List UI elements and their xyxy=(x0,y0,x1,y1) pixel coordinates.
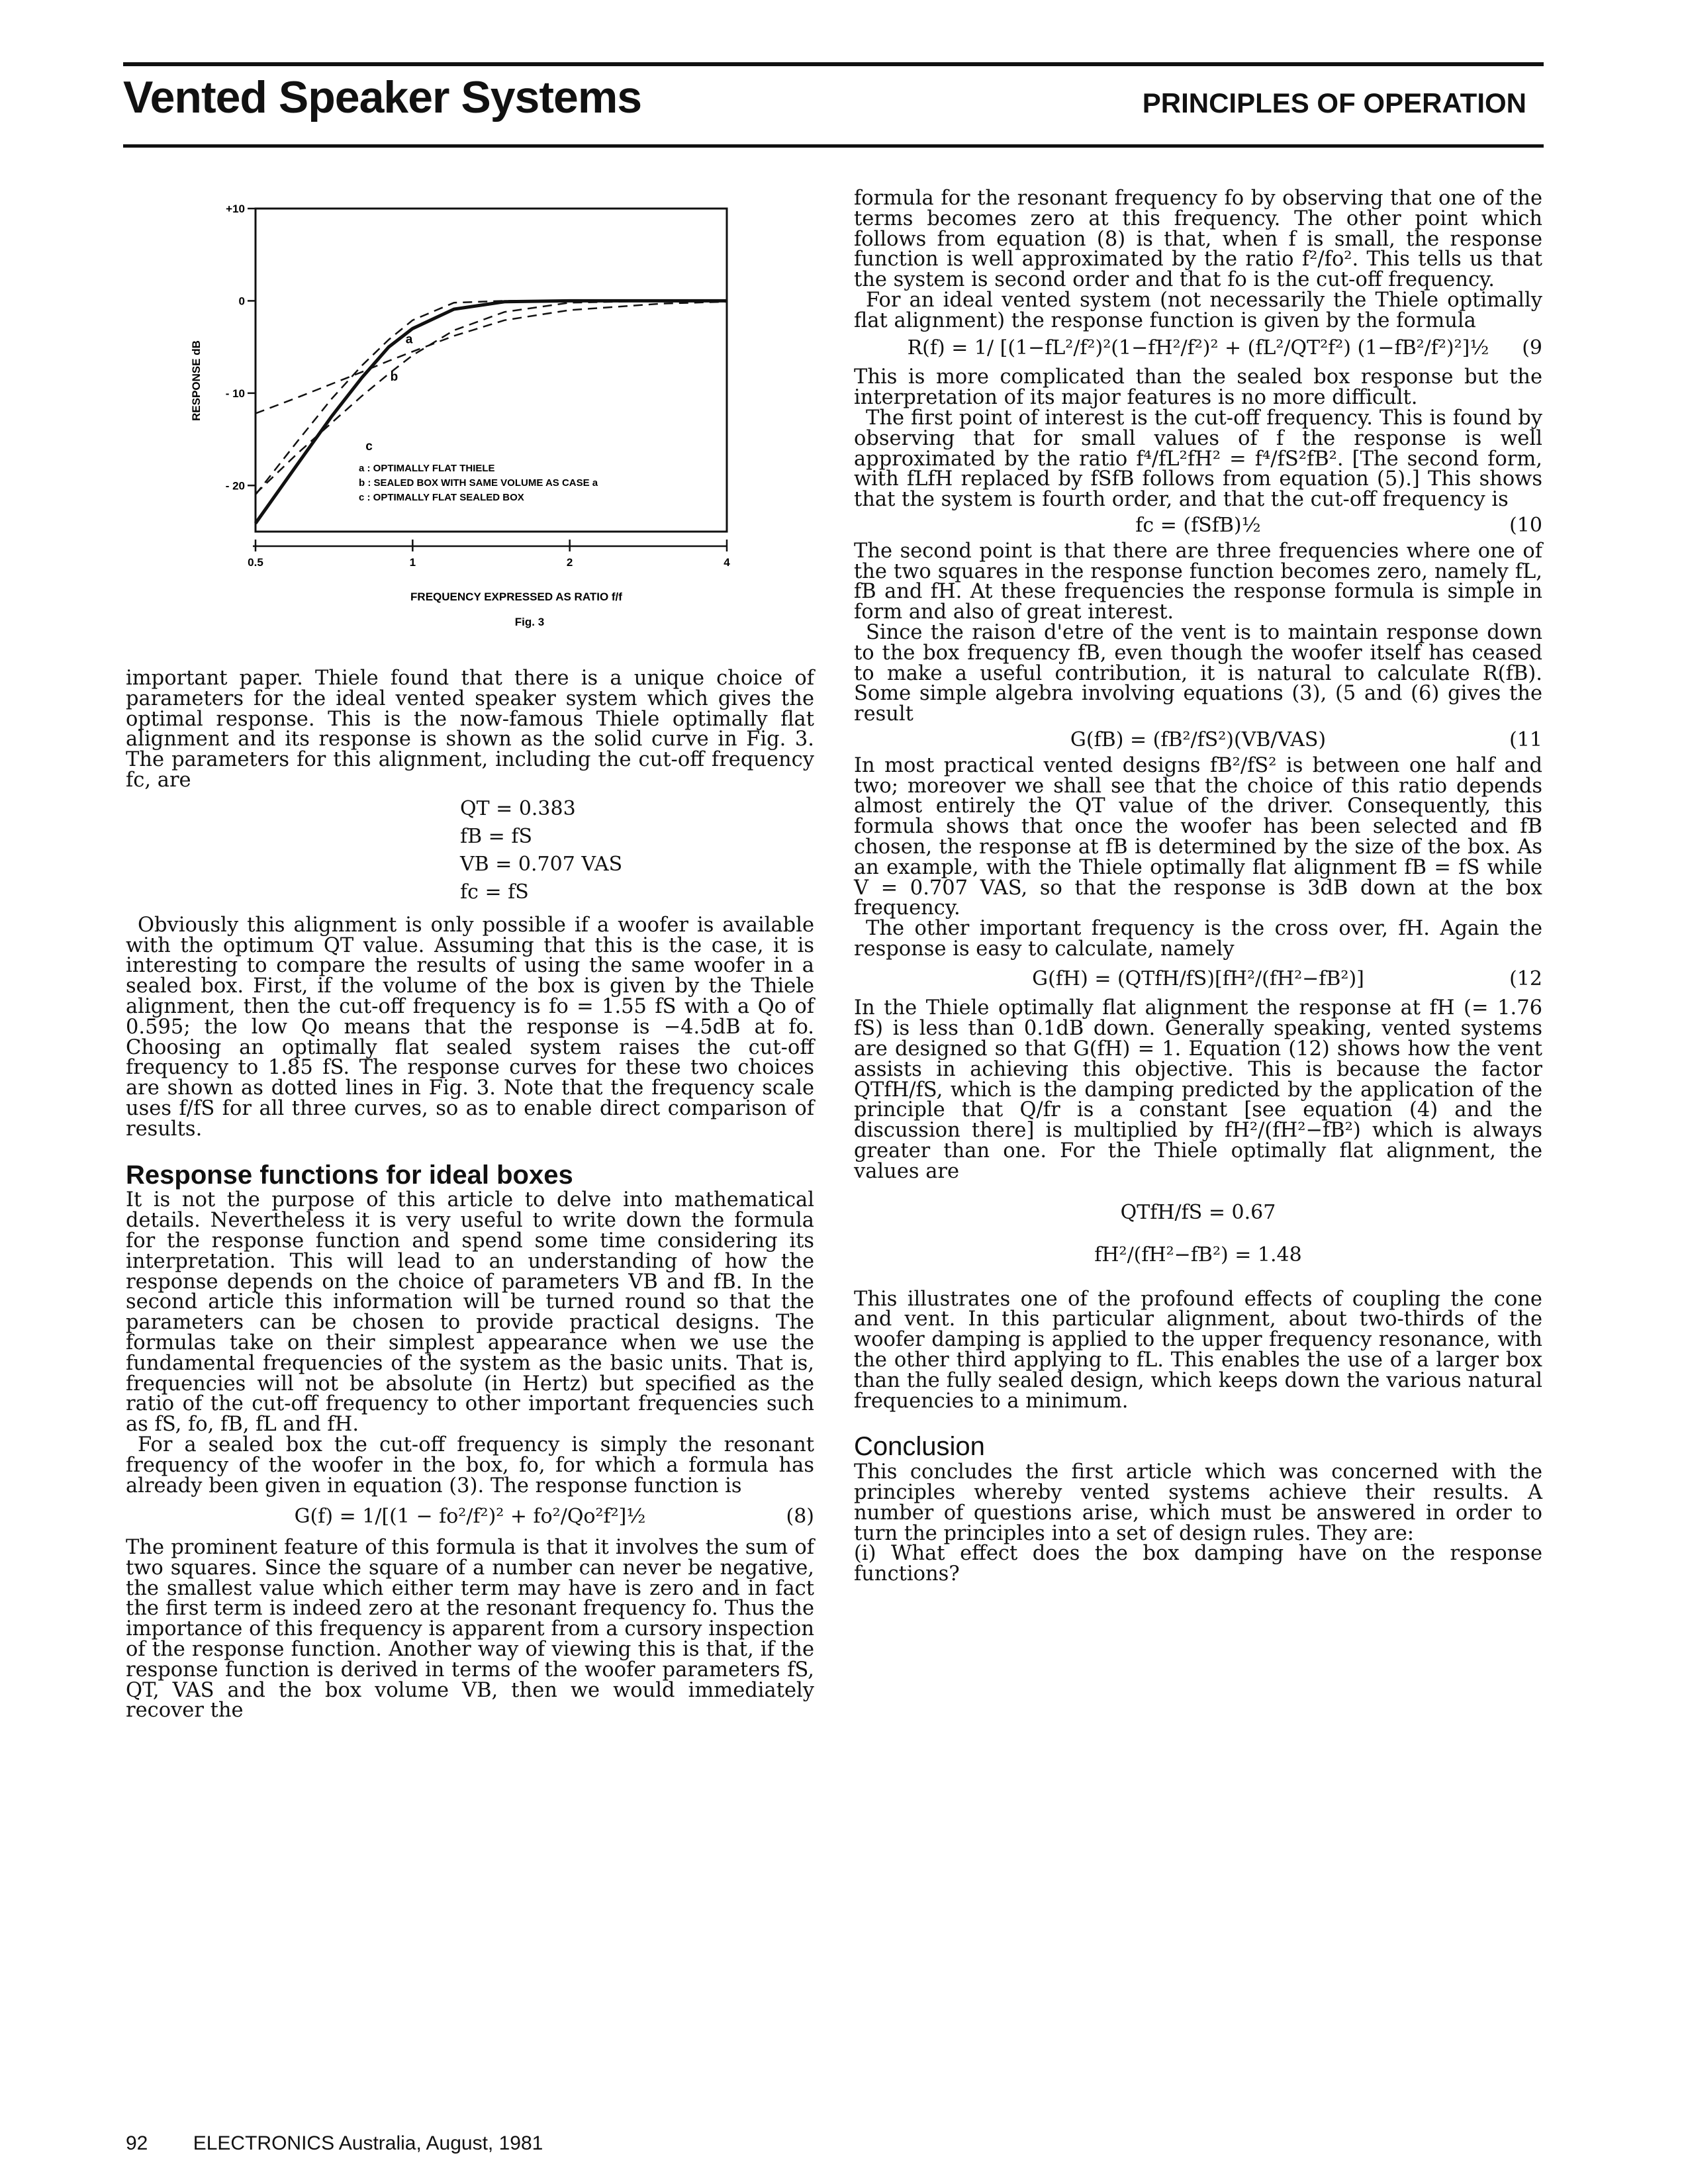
equation-10: fc = (fSfB)½ (10 xyxy=(1135,513,1542,537)
equation-8: G(f) = 1/[(1 − fo²/f²)² + fo²/Qo²f²]½ (8) xyxy=(294,1505,814,1529)
param-vb: VB = 0.707 VAS xyxy=(460,852,623,876)
paragraph: The prominent feature of this formula is that it involves the sum of two squares. Since the square of a number can never be negative, the smallest value which either term may have is zero and in fact the first term is indeed zero at the resonant frequency fo. Thus the importance of this frequency is apparent from a cursory inspection of the response function. Another way of viewing this is that, if the response function is derived in terms of the woofer parameters fS, QT, VAS and the box volume VB, then we would immediately recover the xyxy=(126,1536,814,1723)
paragraph: This is more complicated than the sealed box response but the interpretation of its major features is no more difficult. xyxy=(854,365,1542,410)
x-tick-label: 0.5 xyxy=(248,556,263,569)
thiele-parameters xyxy=(126,795,814,906)
legend-entry: a : OPTIMALLY FLAT THIELE xyxy=(359,463,495,474)
y-tick-label: +10 xyxy=(226,203,245,215)
equation-number: (12 xyxy=(1509,967,1542,990)
curve-label: a xyxy=(405,332,413,347)
header-top-rule xyxy=(123,62,1544,66)
x-tick-label: 1 xyxy=(409,556,416,569)
paragraph: This illustrates one of the profound effects of coupling the cone and vent. In this particular alignment, about two-thirds of the woofer damping is applied to the upper frequency resonance, with the other third applying to fL. This enables the use of a larger box than the fully sealed design, which keeps down the various natural frequencies to a minimum. xyxy=(854,1287,1542,1413)
page-footer xyxy=(126,2132,543,2155)
param-fc: fc = fS xyxy=(460,880,529,904)
equation-9: R(f) = 1/ [(1−fL²/f²)²(1−fH²/f²)² + (fL²/QT²f²) (1−fB²/f²)²]½ (9 xyxy=(907,336,1542,359)
figure-3-chart xyxy=(159,189,880,652)
y-tick-label: 0 xyxy=(238,295,245,308)
paragraph: (i) What effect does the box damping have on the response functions? xyxy=(854,1542,1542,1586)
figure-caption: Fig. 3 xyxy=(514,616,545,628)
curve-label: b xyxy=(390,369,398,384)
paragraph: Obviously this alignment is only possible if a woofer is available with the optimum QT value. Assuming that this is the case, it is interesting to compare the results of using the same woofer in a sealed box. First, if the volume of the box is given by the Thiele alignment, then the cut-off frequency is fo = 1.55 fS with a Qo of 0.595; the low Qo means that the response is −4.5dB at fo. Choosing an optimally flat sealed system raises the cut-off frequency to 1.85 fS. The response curves for these two choices are shown as dotted lines in Fig. 3. Note that the frequency scale uses f/fS for all three curves, so as to enable direct comparison of results. xyxy=(126,913,814,1141)
value-ratio: fH²/(fH²−fB²) = 1.48 xyxy=(1094,1243,1302,1266)
paragraph: In the Thiele optimally flat alignment the response at fH (= 1.76 fS) is less than 0.1dB down. Generally speaking, vented systems are designed so that G(fH) = 1. Equation (12) shows how the vent assists in achieving this objective. This is because the factor QTfH/fS, which is the damping predicted by the application of the principle that Q/fr is a constant [see equation (4) and the discussion there] is multiplied by fH²/(fH²−fB²) which is always greater than one. For the Thiele optimally flat alignment, the values are xyxy=(854,996,1542,1183)
x-axis-label: FREQUENCY EXPRESSED AS RATIO f/f xyxy=(410,591,622,603)
equation-12: G(fH) = (QTfH/fS)[fH²/(fH²−fB²)] (12 xyxy=(1032,967,1542,990)
y-tick-label: - 10 xyxy=(225,387,245,400)
paragraph: The second point is that there are three frequencies where one of the two squares in the response function becomes zero, namely fL, fB and fH. At these frequencies the response formula is simple in form and also of great interest. xyxy=(854,539,1542,624)
y-axis-label: RESPONSE dB xyxy=(190,340,203,421)
paragraph: important paper. Thiele found that there is a unique choice of parameters for the ideal vented speaker system which gives the optimal response. This is the now-famous Thiele optimally flat alignment and its response is shown as the solid curve in Fig. 3. The parameters for this alignment, including the cut-off frequency fc, are xyxy=(126,667,814,792)
paragraph: It is not the purpose of this article to delve into mathematical details. Nevertheless it is very useful to write down the formula for the response function and spend some time considering its interpretation. This will lead to an understanding of how the response depends on the choice of parameters VB and fB. In the second article this information will be turned round so that the parameters can be chosen to provide practical designs. The formulas take on their simplest appearance when we use the fundamental frequencies of the system as the basic units. That is, frequencies will not be absolute (in Hertz) but specified as the ratio of the cut-off frequency to other important frequencies such as fS, fo, fB, fL and fH. xyxy=(126,1188,814,1437)
section-heading: Conclusion xyxy=(854,1432,985,1462)
curve-a xyxy=(256,301,727,523)
x-tick-label: 2 xyxy=(566,556,573,569)
param-fb: fB = fS xyxy=(460,824,533,848)
section-title: PRINCIPLES OF OPERATION xyxy=(1142,87,1526,119)
equation-number: (11 xyxy=(1509,728,1542,751)
paragraph: The first point of interest is the cut-off frequency. This is found by observing that for small values of f the response is well approximated by the ratio f⁴/fL²fH² = f⁴/fS²fB². [The second form, with fLfH replaced by fSfB follows from equation (5).] This shows that the system is fourth order, and that the cut-off frequency is xyxy=(854,406,1542,512)
param-qt: QT = 0.383 xyxy=(460,796,576,820)
equation-number: (8) xyxy=(786,1505,814,1529)
header-bottom-rule xyxy=(123,144,1544,148)
paragraph: formula for the resonant frequency fo by observing that one of the terms becomes zero at this frequency. The other point which follows from equation (8) is that, when f is small, the response function is well approximated by the ratio f²/fo². This tells us that the system is second order and that fo is the cut-off frequency. xyxy=(854,187,1542,292)
equation-11: G(fB) = (fB²/fS²)(VB/VAS) (11 xyxy=(1070,728,1542,751)
curve-label: c xyxy=(365,439,373,453)
right-column xyxy=(854,189,1542,1585)
paragraph: For an ideal vented system (not necessarily the Thiele optimally flat alignment) the response function is given by the formula xyxy=(854,288,1542,332)
value-damping: QTfH/fS = 0.67 xyxy=(1120,1200,1276,1224)
paragraph: This concludes the first article which was concerned with the principles whereby vented systems achieve their results. A number of questions arise, which must be answered in order to turn the principles into a set of design rules. They are: xyxy=(854,1460,1542,1545)
page-title: Vented Speaker Systems xyxy=(123,72,642,122)
paragraph: Since the raison d'etre of the vent is to maintain response down to the box frequency fB, even though the woofer itself has ceased to make a useful contribution, it is natural to calculate R(fB). Some simple algebra involving equations (3), (5 and (6) gives the result xyxy=(854,620,1542,726)
y-tick-label: - 20 xyxy=(225,479,245,493)
curve-b xyxy=(256,302,727,414)
paragraph: For a sealed box the cut-off frequency is simply the resonant frequency of the woofer in the box, fo, for which a formula has already been given in equation (3). The response function is xyxy=(126,1433,814,1497)
paragraph: In most practical vented designs fB²/fS² is between one half and two; moreover we shall see that the choice of this ratio depends almost entirely the QT value of the driver. Consequently, this formula shows that once the woofer has been selected and fB chosen, the response at fB is determined by the size of the box. As an example, with the Thiele optimally flat alignment fB = fS while V = 0.707 VAS, so that the response is 3dB down at the box frequency. xyxy=(854,753,1542,920)
legend-entry: c : OPTIMALLY FLAT SEALED BOX xyxy=(359,492,524,503)
journal-citation: ELECTRONICS Australia, August, 1981 xyxy=(193,2132,543,2154)
thiele-values xyxy=(854,1192,1542,1276)
x-tick-label: 4 xyxy=(724,556,730,569)
page-number: 92 xyxy=(126,2132,148,2154)
paragraph: The other important frequency is the cross over, fH. Again the response is easy to calculate, namely xyxy=(854,917,1542,961)
equation-number: (9 xyxy=(1522,336,1542,359)
legend-entry: b : SEALED BOX WITH SAME VOLUME AS CASE a xyxy=(359,477,598,489)
equation-number: (10 xyxy=(1509,513,1542,537)
section-heading: Response functions for ideal boxes xyxy=(126,1160,573,1190)
left-column xyxy=(126,669,814,1721)
